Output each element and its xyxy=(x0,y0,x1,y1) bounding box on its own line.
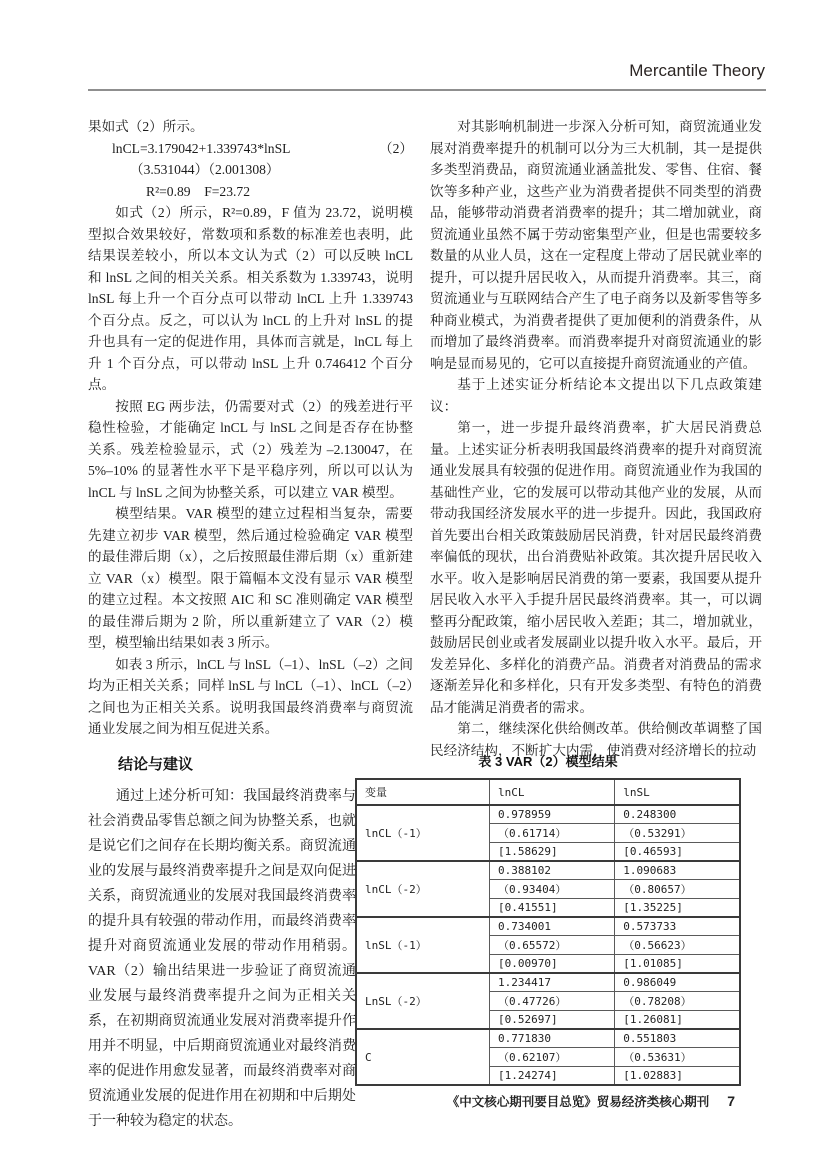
value-cell: [1.02883] xyxy=(615,1067,740,1086)
right-column xyxy=(430,116,762,761)
equation-stats: R²=0.89 F=23.72 xyxy=(146,183,251,199)
body-paragraph: 对其影响机制进一步深入分析可知，商贸流通业发展对消费率提升的机制可以分为三大机制，其一是提供多类型消费品，商贸流通业涵盖批发、零售、住宿、餐饮等多种产业，这些产业为消费者提供不同类型的消费品，能够带动消费者消费率的提升；其二增加就业，商贸流通业虽然不属于劳动密集型产业，但是也需要较多数量的从业人员，这在一定程度上带动了居民就业率的提升，可以提升居民收入，从而提升消费率。其三，商贸流通业与互联网结合产生了电子商务以及新零售等多种商业模式，为消费者提供了更加便利的消费条件，从而增加了最终消费率。而消费率提升对商贸流通业的影响是显而易见的，它可以直接提升商贸流通业的产值。 xyxy=(430,119,762,371)
header-rule xyxy=(88,89,766,91)
value-cell: [1.24274] xyxy=(490,1067,615,1086)
body-paragraph: 果如式（2）所示。 xyxy=(88,119,204,134)
value-cell: [0.46593] xyxy=(615,843,740,862)
var-table-body xyxy=(356,805,740,1085)
footer-journal-note: 《中文核心期刊要目总览》贸易经济类核心期刊 xyxy=(446,1095,710,1109)
value-cell: （0.65572） xyxy=(490,936,615,955)
table-row xyxy=(356,917,740,936)
value-cell: 1.090683 xyxy=(615,861,740,880)
table-caption: 表 3 VAR（2）模型结果 xyxy=(478,754,618,769)
conclusion-paragraph: 通过上述分析可知：我国最终消费率与社会消费品零售总额之间为协整关系，也就是说它们之间存在长期均衡关系。商贸流通业的发展与最终消费率提升之间是双向促进关系，商贸流通业的发展对我国最终消费率的提升具有较强的带动作用，而最终消费率提升对商贸流通业发展的带动作用稍弱。VAR（2）输出结果进一步验证了商贸流通业发展与最终消费率提升之间为正相关关系，在初期商贸流通业发展对消费率提升作用并不明显，中后期商贸流通业对最终消费率的促进作用愈发显著，而最终消费率对商贸流通业发展的促进作用在初期和中后期处于一种较为稳定的状态。 xyxy=(88,789,356,1129)
value-cell: （0.62107） xyxy=(490,1048,615,1067)
equation-line xyxy=(112,138,413,160)
table-row xyxy=(356,973,740,992)
value-cell: （0.53291） xyxy=(615,824,740,843)
value-cell: （0.56623） xyxy=(615,936,740,955)
variable-cell: lnCL（-2） xyxy=(356,861,490,917)
equation-block xyxy=(88,138,413,203)
section-heading: 结论与建议 xyxy=(118,755,194,773)
value-cell: 0.986049 xyxy=(615,973,740,992)
equation-std-errors: （3.531044）（2.001308） xyxy=(130,162,280,177)
value-cell: 0.388102 xyxy=(490,861,615,880)
variable-cell: C xyxy=(356,1029,490,1085)
variable-cell: LnSL（-2） xyxy=(356,973,490,1029)
value-cell: [1.58629] xyxy=(490,843,615,862)
value-cell: （0.53631） xyxy=(615,1048,740,1067)
value-cell: （0.47726） xyxy=(490,992,615,1011)
value-cell: 0.573733 xyxy=(615,917,740,936)
equation-formula: lnCL=3.179042+1.339743*lnSL xyxy=(112,140,291,156)
var-results-table xyxy=(355,778,741,1086)
table-row xyxy=(356,1029,740,1048)
body-paragraph: 如表 3 所示，lnCL 与 lnSL（–1）、lnSL（–2）之间均为正相关关系；同样 lnSL 与 lnCL（–1）、lnCL（–2）之间也为正相关关系。说明我国最终消费率与商贸流通业发展之间为相互促进关系。 xyxy=(88,656,413,736)
body-paragraph: 模型结果。VAR 模型的建立过程相当复杂，需要先建立初步 VAR 模型，然后通过检验确定 VAR 模型的最佳滞后期（x），之后按照最佳滞后期（x）重新建立 VAR（x）模型。限于篇幅本文没有显示 VAR 模型的建立过程。本文按照 AIC 和 SC 准则确定 VAR 模型的最佳滞后期为 2 阶，所以重新建立了 VAR（2）模型，模型输出结果如表 3 所示。 xyxy=(88,506,413,650)
value-cell: （0.93404） xyxy=(490,880,615,899)
table-col-header: 变量 xyxy=(356,779,490,805)
value-cell: [0.41551] xyxy=(490,899,615,918)
value-cell: [0.52697] xyxy=(490,1011,615,1030)
value-cell: （0.61714） xyxy=(490,824,615,843)
body-paragraph: 第二，继续深化供给侧改革。供给侧改革调整了国民经济结构，不断扩大内需，使消费对经济增长的拉动 xyxy=(430,721,762,758)
body-paragraph: 按照 EG 两步法，仍需要对式（2）的残差进行平稳性检验，才能确定 lnCL 与 lnSL 之间是否存在协整关系。残差检验显示，式（2）残差为 –2.130047，在 5%–10% 的显著性水平下是平稳序列，所以可以认为 lnCL 与 lnSL 之间为协整关系，可以建立 VAR 模型。 xyxy=(88,398,413,500)
value-cell: 0.551803 xyxy=(615,1029,740,1048)
body-paragraph: 第一，进一步提升最终消费率，扩大居民消费总量。上述实证分析表明我国最终消费率的提升对商贸流通业发展具有较强的促进作用。商贸流通业作为我国的基础性产业，它的发展可以带动其他产业的发展，从而带动我国经济发展水平的进一步提升。因此，我国政府首先要出台相关政策鼓励居民消费，针对居民最终消费率偏低的现状，出台消费贴补政策。其次提升居民收入水平。收入是影响居民消费的第一要素，我国要从提升居民收入水平入手提升居民最终消费率。其一，可以调整再分配政策，缩小居民收入差距；其二，增加就业，鼓励居民创业或者发展副业以提升收入水平。最后，开发差异化、多样化的消费产品。消费者对消费品的需求逐渐差异化和多样化，只有开发多类型、有特色的消费品才能满足消费者的需求。 xyxy=(430,420,762,715)
value-cell: 0.771830 xyxy=(490,1029,615,1048)
page-footer xyxy=(447,1092,735,1110)
table-row xyxy=(356,861,740,880)
value-cell: 1.234417 xyxy=(490,973,615,992)
journal-title: Mercantile Theory xyxy=(629,61,765,80)
value-cell: 0.978959 xyxy=(490,805,615,824)
value-cell: [0.00970] xyxy=(490,955,615,974)
value-cell: [1.35225] xyxy=(615,899,740,918)
value-cell: [1.01085] xyxy=(615,955,740,974)
table-row xyxy=(356,805,740,824)
table-header-row xyxy=(356,779,740,805)
equation-number: （2） xyxy=(379,140,413,156)
table-col-header: lnCL xyxy=(490,779,615,805)
table-col-header: lnSL xyxy=(615,779,740,805)
value-cell: [1.26081] xyxy=(615,1011,740,1030)
page-number: 7 xyxy=(727,1093,735,1109)
variable-cell: lnCL（-1） xyxy=(356,805,490,861)
value-cell: （0.80657） xyxy=(615,880,740,899)
body-paragraph: 基于上述实证分析结论本文提出以下几点政策建议： xyxy=(430,377,762,414)
value-cell: （0.78208） xyxy=(615,992,740,1011)
value-cell: 0.248300 xyxy=(615,805,740,824)
var-table-block xyxy=(355,751,741,1086)
variable-cell: lnSL（-1） xyxy=(356,917,490,973)
body-paragraph: 如式（2）所示，R²=0.89，F 值为 23.72，说明模型拟合效果较好，常数项和系数的标准差也表明，此结果误差较小，所以本文认为式（2）可以反映 lnCL 和 lnSL 之间的相关关系。相关系数为 1.339743，说明 lnSL 每上升一个百分点可以带动 lnCL 上升 1.339743 个百分点。反之，可以认为 lnCL 的上升对 lnSL 的提升也具有一定的促进作用，具体而言就是，lnCL 每上升 1 个百分点，可以带动 lnSL 上升 0.746412 个百分点。 xyxy=(88,205,413,392)
value-cell: 0.734001 xyxy=(490,917,615,936)
